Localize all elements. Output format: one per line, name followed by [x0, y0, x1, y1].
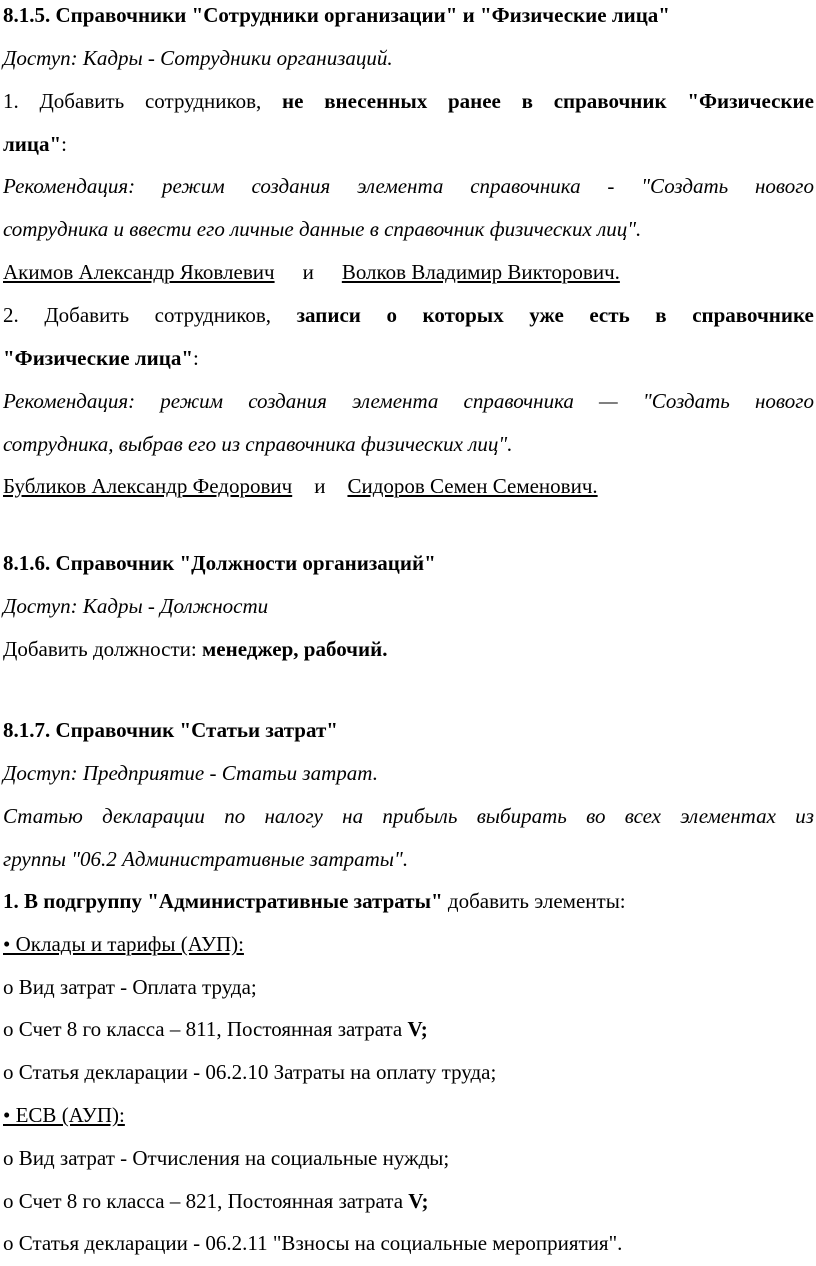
subgroup-text: добавить элементы:: [442, 889, 626, 913]
account-text: o Счет 8 го класса – 821, Постоянная затрата: [3, 1189, 409, 1213]
paragraph-2-colon: :: [192, 346, 199, 370]
section-title: Справочники "Сотрудники организации" и "Физические лица": [55, 3, 670, 27]
employee-name-sidorov: Сидоров Семен Семенович.: [347, 474, 598, 498]
note-text-1: Статью декларации по налогу на прибыль выбирать во всех элементах из: [3, 804, 814, 828]
note-line-1: [3, 806, 814, 827]
paragraph-2-line-1: [3, 305, 814, 326]
constant-flag: V;: [408, 1189, 429, 1213]
recommendation-2-line-2: сотрудника, выбрав его из справочника физических лиц".: [3, 432, 513, 456]
employees-row-1: [3, 262, 620, 283]
word: есть: [589, 303, 630, 327]
recommendation-2-text-1: Рекомендация: режим создания элемента справочника — "Создать нового: [3, 389, 814, 413]
item-salaries-account: [3, 1019, 428, 1040]
word: справочнике: [692, 303, 814, 327]
recommendation-2-line-1: [3, 391, 814, 412]
word: 1.: [3, 89, 19, 113]
conjunction-and: и: [314, 474, 326, 498]
recommendation-1-text-1: Рекомендация: режим создания элемента справочника - "Создать нового: [3, 174, 814, 198]
paragraph-1-emphasis-end: лица": [3, 132, 62, 156]
employee-name-volkov: Волков Владимир Викторович.: [341, 260, 620, 284]
employee-name-bublikov: Бубликов Александр Федорович: [3, 474, 293, 498]
section-8-1-5-access: Доступ: Кадры - Сотрудники организаций.: [3, 46, 393, 70]
section-8-1-7-access: Доступ: Предприятие - Статьи затрат.: [3, 761, 378, 785]
note-line-2: группы "06.2 Административные затраты".: [3, 847, 409, 871]
word: 2.: [3, 303, 19, 327]
section-number: 8.1.5: [3, 3, 45, 27]
word: справочник: [553, 89, 667, 113]
paragraph-1-colon: :: [61, 132, 67, 156]
word: в: [521, 89, 533, 113]
word: которых: [422, 303, 504, 327]
word: о: [386, 303, 397, 327]
word: в: [655, 303, 667, 327]
item-salaries-declaration: o Статья декларации - 06.2.10 Затраты на оплату труда;: [3, 1060, 497, 1084]
recommendation-1-line-2: сотрудника и ввести его личные данные в справочник физических лиц".: [3, 217, 642, 241]
word: "Физические: [687, 89, 814, 113]
word: Добавить: [39, 89, 125, 113]
word: уже: [529, 303, 564, 327]
word: не: [282, 89, 304, 113]
item-esv-cost-type: o Вид затрат - Отчисления на социальные нужды;: [3, 1146, 450, 1170]
paragraph-2-emphasis-end: "Физические лица": [3, 346, 193, 370]
paragraph-1-line-1: [3, 91, 814, 112]
word: Добавить: [44, 303, 130, 327]
positions-label: Добавить должности:: [3, 637, 202, 661]
word: записи: [296, 303, 361, 327]
recommendation-1-line-1: [3, 176, 814, 197]
word: внесенных: [324, 89, 428, 113]
positions-value: менеджер, рабочий.: [201, 637, 388, 661]
paragraph-1-line-2: [3, 134, 67, 155]
item-salaries: • Оклады и тарифы (АУП):: [3, 932, 244, 956]
account-text: o Счет 8 го класса – 811, Постоянная затрата: [3, 1017, 408, 1041]
item-esv-declaration: o Статья декларации - 06.2.11 "Взносы на социальные мероприятия".: [3, 1231, 623, 1255]
constant-flag: V;: [407, 1017, 428, 1041]
employees-row-2: [3, 476, 598, 497]
employee-name-akimov: Акимов Александр Яковлевич: [3, 260, 275, 284]
item-esv: • ЕСВ (АУП):: [3, 1103, 125, 1127]
positions-row: [3, 639, 387, 660]
section-8-1-6-heading: 8.1.6. Справочник "Должности организаций": [3, 551, 436, 575]
item-salaries-cost-type: o Вид затрат - Оплата труда;: [3, 975, 257, 999]
conjunction-and: и: [302, 260, 314, 284]
section-number-dot: .: [45, 3, 56, 27]
section-8-1-5-heading: [3, 5, 670, 26]
word: сотрудников,: [144, 89, 262, 113]
section-8-1-7-heading: 8.1.7. Справочник "Статьи затрат": [3, 718, 338, 742]
item-esv-account: [3, 1191, 429, 1212]
word: ранее: [447, 89, 501, 113]
subgroup-heading: [3, 891, 626, 912]
subgroup-emphasis: 1. В подгруппу "Административные затраты": [3, 889, 443, 913]
section-8-1-6-access: Доступ: Кадры - Должности: [3, 594, 269, 618]
paragraph-2-line-2: [3, 348, 199, 369]
word: сотрудников,: [154, 303, 271, 327]
